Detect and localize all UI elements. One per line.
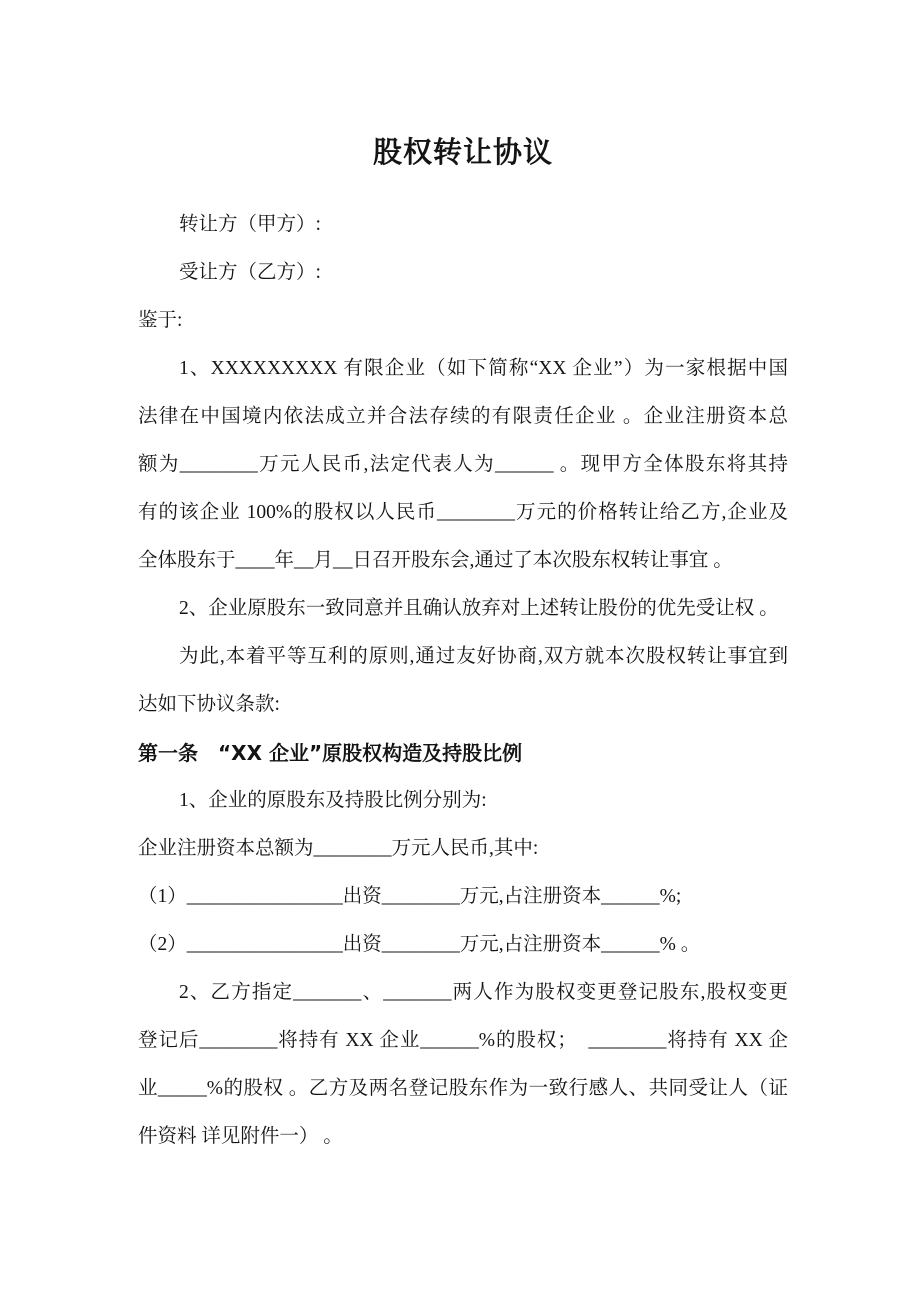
article-1-heading: 第一条 “XX 企业”原股权构造及持股比例	[138, 741, 523, 765]
document-title: 股权转让协议	[372, 135, 553, 169]
article-1-item-2-line-3: 业_____%的股权 。乙方及两名登记股东作为一致行感人、共同受让人（证	[138, 1078, 788, 1099]
party-b-label: 受让方（乙方）:	[179, 262, 321, 283]
article-1-item-2-line-2: 登记后________将持有 XX 企业______%的股权； ________将持有 XX 企	[138, 1030, 788, 1051]
whereas-label: 鉴于:	[138, 310, 183, 331]
recital-1-line-4: 有的该企业 100%的股权以人民币________万元的价格转让给乙方,企业及	[138, 502, 788, 523]
preamble-line-2: 达如下协议条款:	[138, 694, 280, 715]
recital-1-line-3: 额为________万元人民币,法定代表人为______ 。现甲方全体股东将其持	[138, 454, 788, 475]
preamble-line-1: 为此,本着平等互利的原则,通过友好协商,双方就本次股权转让事宜到	[179, 646, 788, 667]
recital-2: 2、企业原股东一致同意并且确认放弃对上述转让股份的优先受让权 。	[179, 598, 779, 619]
article-1-item-2-line-1: 2、乙方指定_______、_______两人作为股权变更登记股东,股权变更	[179, 982, 788, 1003]
document-page	[138, 0, 788, 1161]
article-1-item-2-line-4: 件资料 详见附件一） 。	[138, 1126, 343, 1147]
article-1-shareholder-2: （2）________________出资________万元,占注册资本______% 。	[138, 934, 701, 955]
article-1-capital-line: 企业注册资本总额为________万元人民币,其中:	[138, 838, 539, 859]
party-a-label: 转让方（甲方）:	[179, 214, 321, 235]
recital-1-line-5: 全体股东于____年__月__日召开股东会,通过了本次股东权转让事宜 。	[138, 550, 733, 571]
recital-1-line-2: 法律在中国境内依法成立并合法存续的有限责任企业 。企业注册资本总	[138, 406, 788, 427]
article-1-item-1: 1、企业的原股东及持股比例分别为:	[179, 790, 487, 811]
article-1-shareholder-1: （1）________________出资________万元,占注册资本______%;	[138, 886, 682, 907]
recital-1-line-1: 1、XXXXXXXXX 有限企业（如下简称“XX 企业”）为一家根据中国	[179, 358, 788, 379]
